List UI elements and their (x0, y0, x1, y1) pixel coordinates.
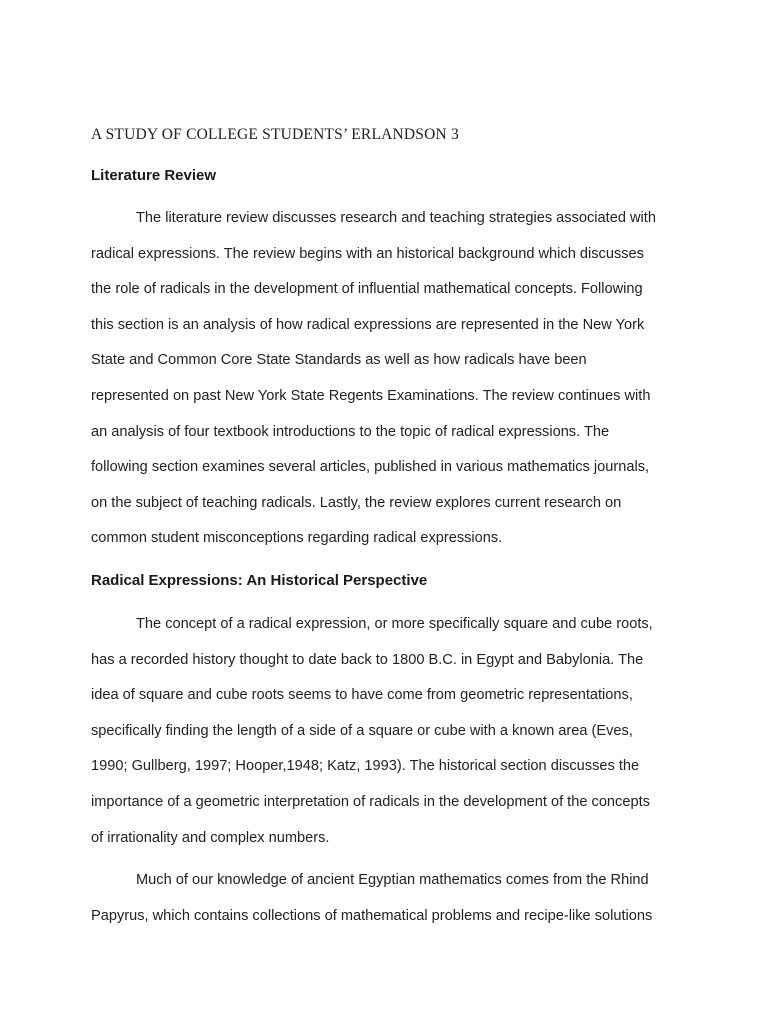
paragraph-literature-review-intro (91, 201, 681, 557)
text-line: of irrationality and complex numbers. (91, 829, 330, 846)
text-line: Papyrus, which contains collections of mathematical problems and recipe-like solutions (91, 907, 653, 924)
section-heading-literature-review: Literature Review (91, 167, 217, 184)
text-line: following section examines several articles, published in various mathematics journals, (91, 459, 650, 476)
text-line: State and Common Core State Standards as well as how radicals have been (91, 352, 587, 369)
text-line: has a recorded history thought to date back to 1800 B.C. in Egypt and Babylonia. The (91, 651, 644, 668)
paragraph-rhind-papyrus (91, 863, 681, 934)
text-line: The literature review discusses research and teaching strategies associated with (136, 210, 656, 226)
text-line: idea of square and cube roots seems to have come from geometric representations, (91, 687, 633, 704)
text-line: 1990; Gullberg, 1997; Hooper,1948; Katz, 1993). The historical section discusses the (91, 758, 640, 775)
paragraph-historical-intro (91, 607, 681, 856)
text-line: radical expressions. The review begins with an historical background which discusses (91, 245, 644, 262)
section-heading-historical-perspective: Radical Expressions: An Historical Perspective (91, 572, 428, 589)
text-line: Much of our knowledge of ancient Egyptian mathematics comes from the Rhind (136, 872, 649, 888)
text-line: an analysis of four textbook introductions to the topic of radical expressions. The (91, 423, 610, 440)
text-line: on the subject of teaching radicals. Lastly, the review explores current research on (91, 494, 622, 511)
text-line: represented on past New York State Regents Examinations. The review continues with (91, 387, 651, 404)
text-line: this section is an analysis of how radical expressions are represented in the New York (91, 316, 645, 333)
text-line: specifically finding the length of a side of a square or cube with a known area (Eves, (91, 722, 633, 739)
text-line: the role of radicals in the development of influential mathematical concepts. Following (91, 281, 643, 298)
text-line: importance of a geometric interpretation of radicals in the development of the concepts (91, 793, 650, 810)
running-head: A STUDY OF COLLEGE STUDENTS’ ERLANDSON 3 (91, 126, 459, 143)
text-line: The concept of a radical expression, or more specifically square and cube roots, (136, 616, 653, 632)
text-line: common student misconceptions regarding radical expressions. (91, 530, 503, 547)
